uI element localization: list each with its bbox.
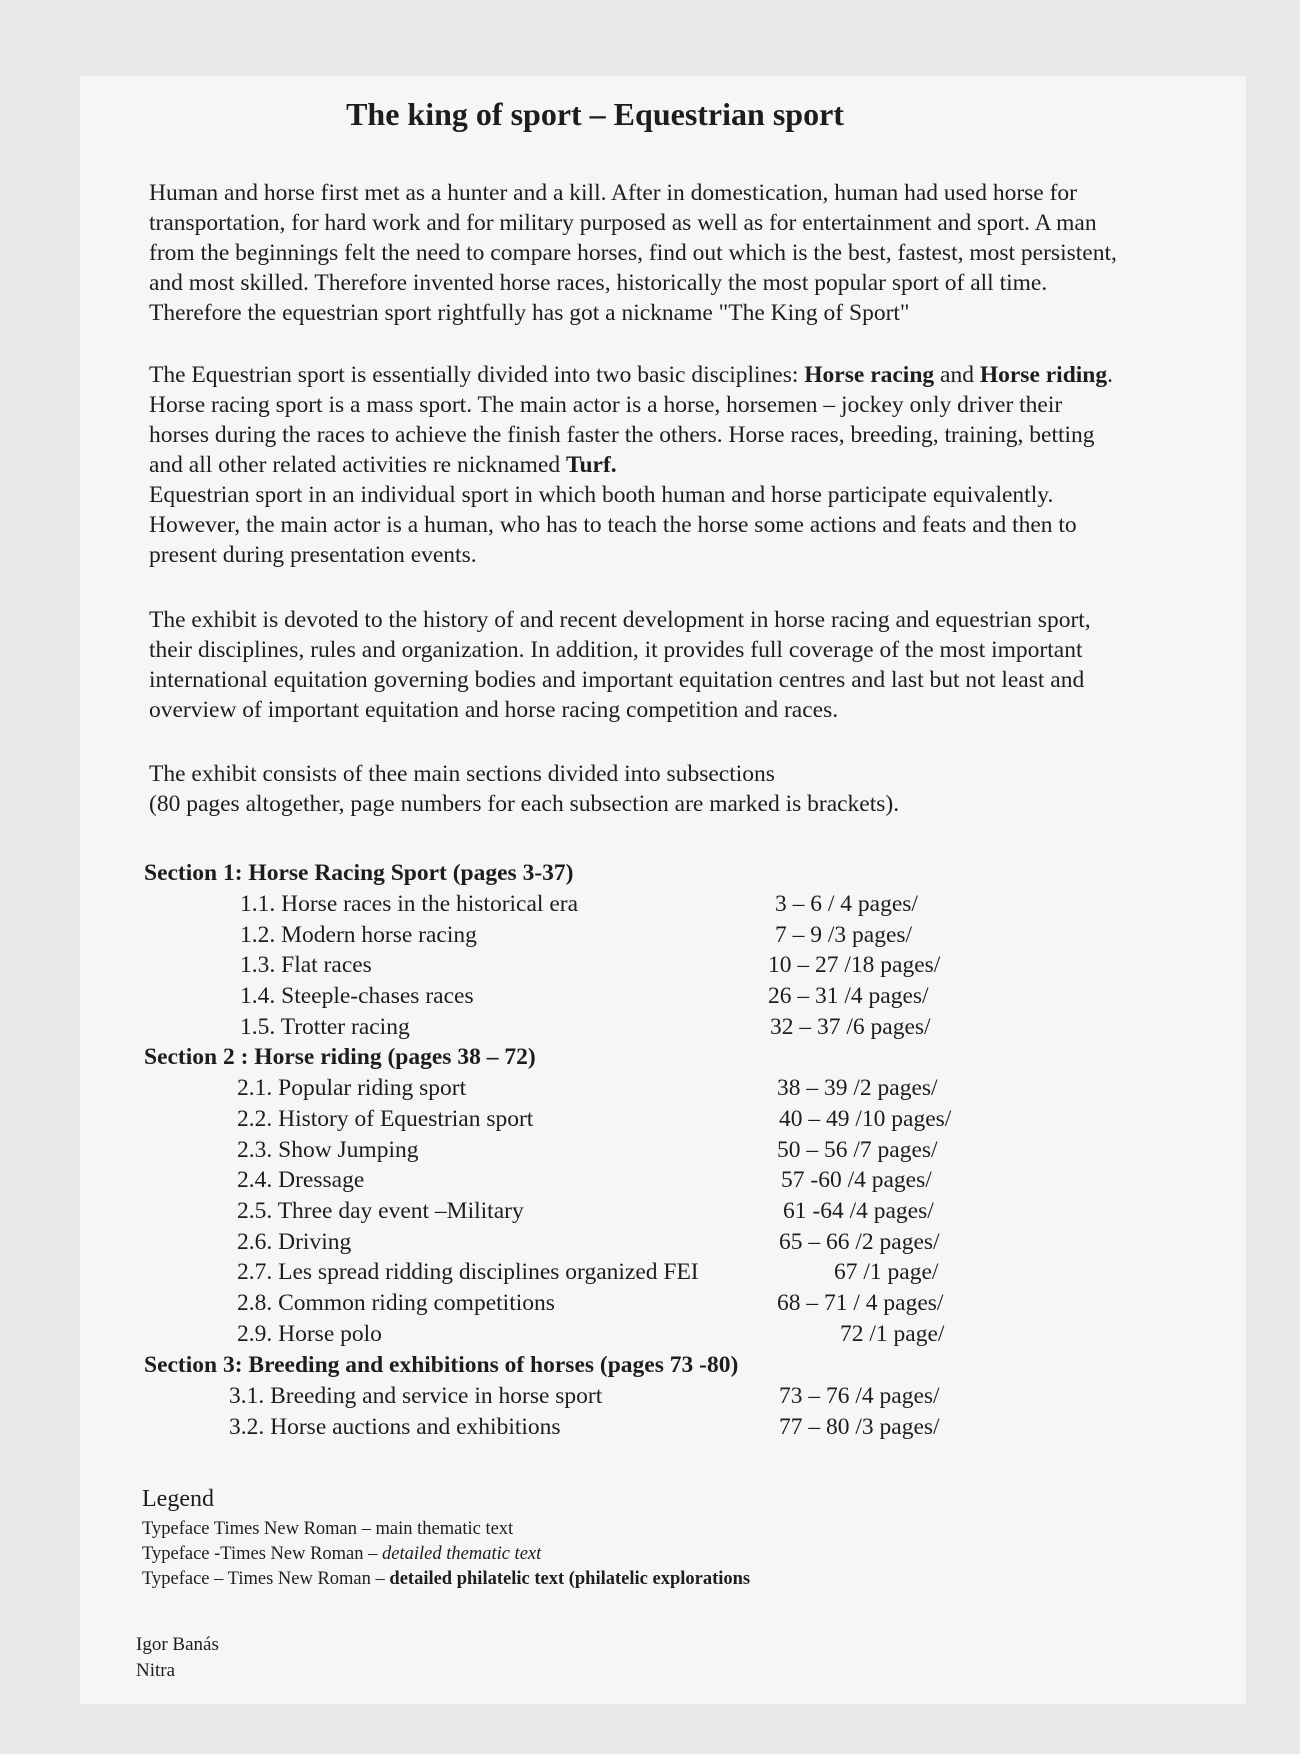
disciplines-text: The Equestrian sport is essentially divided into two basic disciplines: [149,362,805,388]
intro-line: Human and horse first met as a hunter and a kill. After in domestication, human had used horse for [149,180,1078,206]
legend-line-main: Typeface Times New Roman – main thematic text [142,1519,514,1539]
section-2-heading: Section 2 : Horse riding (pages 38 – 72) [144,1044,536,1070]
exhibit-line: The exhibit is devoted to the history of and recent development in horse racing and equestrian sport, [149,607,1091,633]
legend-bold-sample: detailed philatelic text (philatelic explorations [389,1569,751,1589]
intro-line: from the beginnings felt the need to compare horses, find out which is the best, fastest, most persistent, [149,240,1117,266]
disciplines-line: Horse racing sport is a mass sport. The main actor is a horse, horsemen – jockey only driver their [149,392,1063,418]
legend-italic-sample: detailed thematic text [382,1544,542,1564]
toc-item-pages: 26 – 31 /4 pages/ [768,983,929,1009]
toc-item-label: 2.9. Horse polo [237,1321,382,1347]
toc-item-label: 1.5. Trotter racing [240,1014,410,1040]
disciplines-line: horses during the races to achieve the finish faster the others. Horse races, breeding, training, betting [149,422,1095,448]
intro-paragraph [149,178,1249,328]
horse-riding-term: Horse riding [979,362,1108,388]
disciplines-line [149,450,1249,480]
toc-item-label: 2.6. Driving [237,1229,352,1255]
legend-line-philatelic [142,1569,750,1590]
toc-item-label: 1.2. Modern horse racing [240,922,477,948]
disciplines-line: present during presentation events. [149,542,477,568]
structure-line: (80 pages altogether, page numbers for each subsection are marked is brackets). [149,791,900,817]
disciplines-text: and [934,362,980,388]
toc-item-label: 1.1. Horse races in the historical era [240,891,579,917]
legend-title: Legend [142,1486,214,1512]
disciplines-text: . [1107,362,1114,388]
toc-item-label: 2.3. Show Jumping [237,1137,419,1163]
disciplines-line: Equestrian sport in an individual sport in which booth human and horse participate equivalently. [149,482,1054,508]
toc-item-label: 1.4. Steeple-chases races [240,983,474,1009]
horse-racing-term: Horse racing [804,362,935,388]
page-title: The king of sport – Equestrian sport [346,96,844,132]
toc-item-pages: 68 – 71 / 4 pages/ [777,1290,944,1316]
turf-term: Turf. [565,452,617,478]
structure-paragraph [149,759,1249,819]
toc-item-pages: 57 -60 /4 pages/ [781,1167,932,1193]
section-3-heading: Section 3: Breeding and exhibitions of horses (pages 73 -80) [144,1352,739,1378]
toc-item-label: 2.7. Les spread ridding disciplines organized FEI [237,1259,699,1285]
toc-item-label: 2.5. Three day event –Military [237,1198,524,1224]
disciplines-text: and all other related activities re nicknamed [149,452,566,478]
intro-line: and most skilled. Therefore invented horse races, historically the most popular sport of all time. [149,270,1048,296]
toc-item-label: 2.2. History of Equestrian sport [237,1106,534,1132]
intro-line: Therefore the equestrian sport rightfully has got a nickname "The King of Sport" [149,300,910,326]
toc-item-label: 2.4. Dressage [237,1167,365,1193]
legend-text: Typeface – Times New Roman – [142,1569,390,1589]
toc-item-label: 2.1. Popular riding sport [237,1075,467,1101]
author-name: Igor Banás [136,1634,219,1655]
disciplines-line: However, the main actor is a human, who has to teach the horse some actions and feats and then to [149,512,1077,538]
disciplines-paragraph [149,360,1249,570]
toc-item-pages: 77 – 80 /3 pages/ [779,1414,940,1440]
toc-item-label: 3.1. Breeding and service in horse sport [229,1383,603,1409]
toc-item-pages: 40 – 49 /10 pages/ [779,1106,952,1132]
toc-item-label: 1.3. Flat races [240,952,372,978]
legend-text: Typeface -Times New Roman – [142,1544,383,1564]
toc-item-pages: 7 – 9 /3 pages/ [775,922,913,948]
toc-item-label: 2.8. Common riding competitions [237,1290,555,1316]
toc-item-pages: 72 /1 page/ [840,1321,945,1347]
toc-item-pages: 38 – 39 /2 pages/ [777,1075,938,1101]
toc-item-pages: 50 – 56 /7 pages/ [777,1137,938,1163]
toc-item-pages: 32 – 37 /6 pages/ [770,1014,931,1040]
toc-item-label: 3.2. Horse auctions and exhibitions [229,1414,561,1440]
section-1-heading: Section 1: Horse Racing Sport (pages 3-37) [144,860,574,886]
toc-item-pages: 73 – 76 /4 pages/ [779,1383,940,1409]
disciplines-line [149,360,1249,390]
toc-item-pages: 65 – 66 /2 pages/ [779,1229,940,1255]
legend-line-detailed [142,1544,541,1565]
exhibit-line: their disciplines, rules and organization. In addition, it provides full coverage of the most important [149,637,1083,663]
exhibit-line: overview of important equitation and horse racing competition and races. [149,697,839,723]
author-city: Nitra [136,1660,176,1681]
toc-item-pages: 61 -64 /4 pages/ [783,1198,934,1224]
structure-line: The exhibit consists of thee main sections divided into subsections [149,761,775,787]
toc-item-pages: 3 – 6 / 4 pages/ [775,891,918,917]
exhibit-paragraph [149,605,1249,725]
toc-item-pages: 10 – 27 /18 pages/ [768,952,941,978]
intro-line: transportation, for hard work and for military purposed as well as for entertainment and sport. A man [149,210,1097,236]
toc-item-pages: 67 /1 page/ [834,1259,939,1285]
exhibit-line: international equitation governing bodies and important equitation centres and last but not least and [149,667,1085,693]
